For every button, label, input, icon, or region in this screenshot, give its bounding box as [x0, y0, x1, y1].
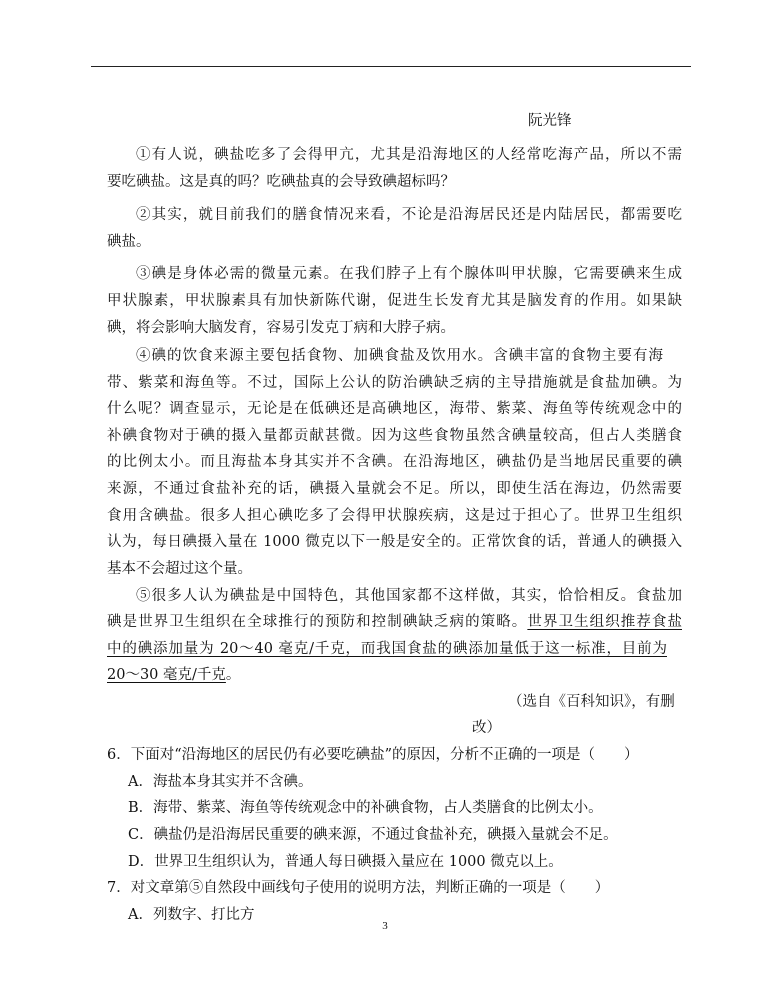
question-6-option-b: B．海带、紫菜、海鱼等传统观念中的补碘食物，占人类膳食的比例太小。: [128, 800, 603, 816]
question-6-stem: 6．下面对“沿海地区的居民仍有必要吃碘盐”的原因，分析不正确的一项是（ ）: [107, 747, 639, 763]
paragraph-4-line-6: 来源，不通过食盐补充的话，碘摄入量就会不足。所以，即使生活在海边，仍然需要: [107, 481, 682, 497]
paragraph-4-line-7: 食用含碘盐。很多人担心碘吃多了会得甲状腺疾病，这是过于担心了。世界卫生组织: [107, 508, 682, 524]
paragraph-4-line-8: 认为，每日碘摄入量在 1000 微克以下一般是安全的。正常饮食的话，普通人的碘摄入: [107, 534, 682, 550]
paragraph-5-line-2: [107, 612, 682, 632]
paragraph-5-end: 。: [225, 667, 241, 683]
paragraph-3-line-3: 碘，将会影响大脑发育，容易引发克丁病和大脖子病。: [107, 320, 455, 336]
header-rule: [91, 66, 691, 67]
paragraph-5-line-1: ⑤很多人认为碘盐是中国特色，其他国家都不这样做，其实，恰恰相反。食盐加: [136, 588, 682, 604]
article-author: 阮光锋: [528, 113, 572, 129]
paragraph-4-line-3: 什么呢？调查显示，无论是在低碘还是高碘地区，海带、紫菜、海鱼等传统观念中的: [107, 401, 682, 417]
paragraph-3-line-1: ③碘是身体必需的微量元素。在我们脖子上有个腺体叫甲状腺，它需要碘来生成: [136, 266, 682, 282]
question-7-option-a: A．列数字、打比方: [128, 907, 255, 923]
page-number: 3: [382, 920, 388, 932]
paragraph-1-line-2: 要吃碘盐。这是真的吗？吃碘盐真的会导致碘超标吗？: [107, 174, 455, 190]
question-6-option-c: C．碘盐仍是沿海居民重要的碘来源，不通过食盐补充，碘摄入量就会不足。: [128, 827, 618, 843]
source-line-2: 改）: [472, 720, 501, 736]
question-6-option-d: D．世界卫生组织认为，普通人每日碘摄入量应在 1000 微克以上。: [128, 854, 563, 870]
underlined-sentence-part-2: 中的碘添加量为 20～40 毫克/千克，而我国食盐的碘添加量低于这一标准，目前为: [107, 641, 667, 657]
paragraph-3-line-2: 甲状腺素，甲状腺素具有加快新陈代谢，促进生长发育尤其是脑发育的作用。如果缺: [107, 293, 682, 309]
paragraph-2-line-2: 碘盐。: [107, 234, 151, 250]
underlined-sentence-part-3: 20～30 毫克/千克: [107, 667, 226, 683]
paragraph-4-line-4: 补碘食物对于碘的摄入量都贡献甚微。因为这些食物虽然含碘量较高，但占人类膳食: [107, 428, 682, 444]
question-6-option-a: A．海盐本身其实并不含碘。: [128, 774, 313, 790]
paragraph-1-line-1: ①有人说，碘盐吃多了会得甲亢，尤其是沿海地区的人经常吃海产品，所以不需: [136, 147, 682, 163]
paragraph-5-line-4: [107, 665, 240, 685]
paragraph-2-line-1: ②其实，就目前我们的膳食情况来看，不论是沿海居民还是内陆居民，都需要吃: [136, 207, 682, 223]
paragraph-4-line-9: 基本不会超过这个量。: [107, 561, 252, 577]
question-7-stem: 7．对文章第⑤自然段中画线句子使用的说明方法，判断正确的一项是（ ）: [107, 880, 610, 896]
source-line-1: （选自《百科知识》，有删: [508, 694, 675, 710]
paragraph-4-line-2: 带、紫菜和海鱼等。不过，国际上公认的防治碘缺乏病的主导措施就是食盐加碘。为: [107, 375, 682, 391]
paragraph-4-line-5: 的比例太小。而且海盐本身其实并不含碘。在沿海地区，碘盐仍是当地居民重要的碘: [107, 454, 682, 470]
underlined-sentence-part-1: 世界卫生组织推荐食盐: [527, 614, 682, 630]
paragraph-4-line-1: ④碘的饮食来源主要包括食物、加碘食盐及饮用水。含碘丰富的食物主要有海: [136, 348, 663, 364]
paragraph-5-plain-text: 碘是世界卫生组织在全球推行的预防和控制碘缺乏病的策略。: [107, 614, 528, 630]
